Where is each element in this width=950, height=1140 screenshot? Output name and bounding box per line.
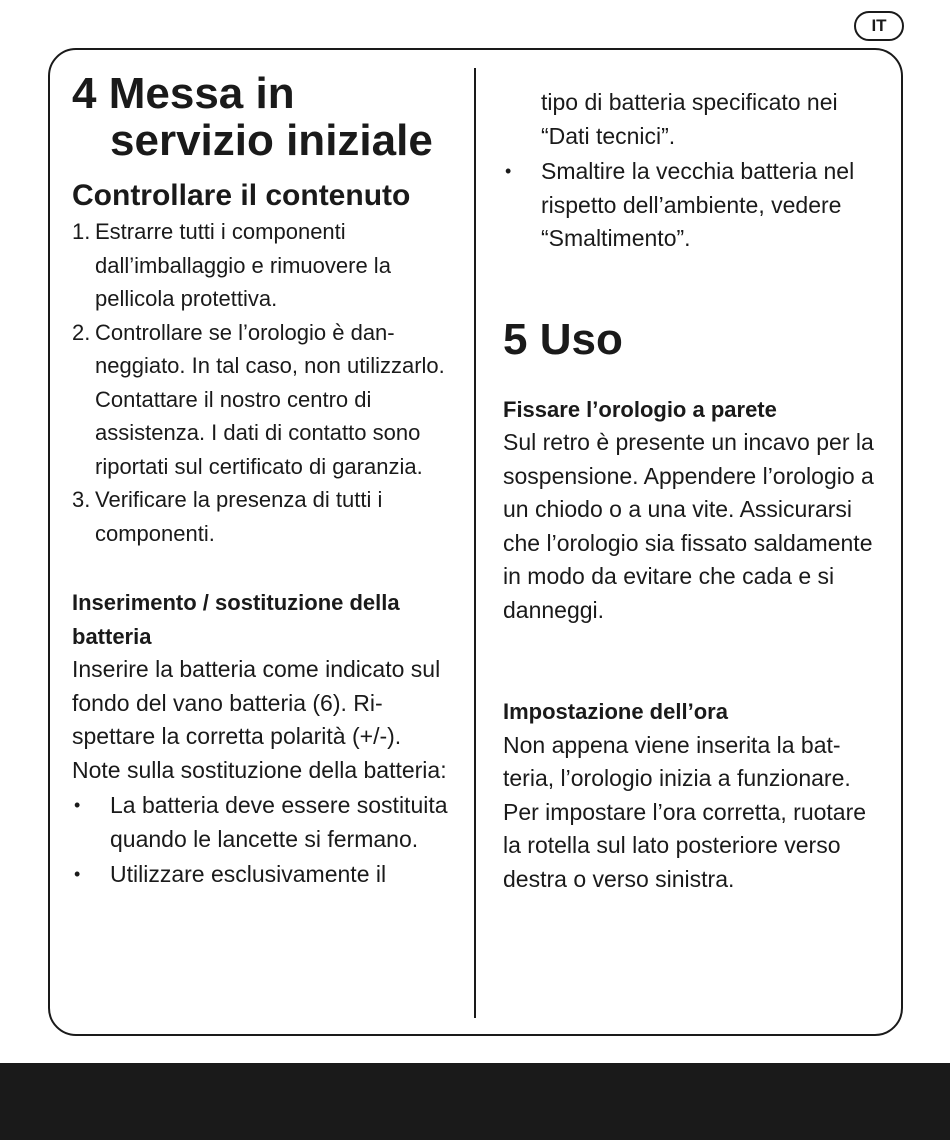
bullet-text: La batteria deve essere sostituita quando le lancette si fermano. xyxy=(110,792,448,852)
list-item xyxy=(503,155,878,256)
footer-bar xyxy=(0,1063,950,1140)
right-column xyxy=(503,86,878,896)
check-contents-heading: Controllare il contenuto xyxy=(72,179,411,212)
battery-notes xyxy=(72,789,452,892)
step-text: Verificare la presenza di tutti i componenti. xyxy=(95,487,383,546)
bullet-icon: • xyxy=(74,795,81,815)
battery-heading: Inserimento / sostituzione della batteria xyxy=(72,590,400,649)
list-item xyxy=(72,789,452,856)
step-number: 1. xyxy=(72,219,91,244)
wall-mount-heading: Fissare l’orologio a parete xyxy=(503,396,777,422)
battery-paragraph: Inserire la batteria come indicato sul fondo del vano batteria (6). Rispettare la corretta polarità (+/-). Note sulla sostituzione della batteria: xyxy=(72,656,447,783)
disposal-notes xyxy=(503,155,878,256)
list-item xyxy=(72,858,452,892)
list-item xyxy=(72,316,452,484)
list-item xyxy=(72,483,452,550)
section-5-number: 5 xyxy=(503,314,528,364)
wall-mount-paragraph: Sul retro è presente un incavo per la sospensione. Appendere l’orologio a un chiodo o a una vite. Assicurarsi che l’orologio sia fissato saldamente in modo da evitare che cada e si danneggi. xyxy=(503,429,874,623)
bullet-text: Utilizzare esclusivamente il xyxy=(110,861,387,887)
section-5-title: Uso xyxy=(539,314,623,364)
section-4-title-line2: servizio iniziale xyxy=(110,116,433,165)
step-number: 3. xyxy=(72,487,91,512)
bullet-text: Smaltire la vecchia batteria nel rispetto dell’ambiente, vedere “Smaltimento”. xyxy=(541,158,855,251)
section-5-heading xyxy=(503,316,878,363)
section-4-title-line1: Messa in xyxy=(108,69,295,118)
section-4-number: 4 xyxy=(72,69,97,118)
language-badge: IT xyxy=(854,11,904,41)
list-item xyxy=(72,215,452,316)
step-text: Estrarre tutti i componenti dall’imballaggio e rimuovere la pellicola protettiva. xyxy=(95,219,391,311)
step-number: 2. xyxy=(72,319,91,345)
battery-note-continuation: tipo di batteria specificato nei “Dati tecnici”. xyxy=(541,89,838,149)
step-text: Controllare se l’orologio è danneggiato. In tal caso, non utilizzarlo. Contattare il nostro centro di assistenza. I dati di contatto sono riportati sul certificato di garanzia. xyxy=(95,319,445,479)
section-4-heading xyxy=(72,70,452,164)
bullet-icon: • xyxy=(74,864,81,884)
left-column xyxy=(72,70,452,892)
set-time-heading: Impostazione dell’ora xyxy=(503,699,728,724)
check-contents-steps xyxy=(72,215,452,550)
set-time-paragraph: Non appena viene inserita la batteria, l’orologio inizia a funzionare. Per impostare l’ora corretta, ruotare la rotella sul lato posteriore verso destra o verso sinistra. xyxy=(503,731,867,892)
bullet-icon: • xyxy=(505,161,512,181)
column-divider xyxy=(474,68,476,1018)
